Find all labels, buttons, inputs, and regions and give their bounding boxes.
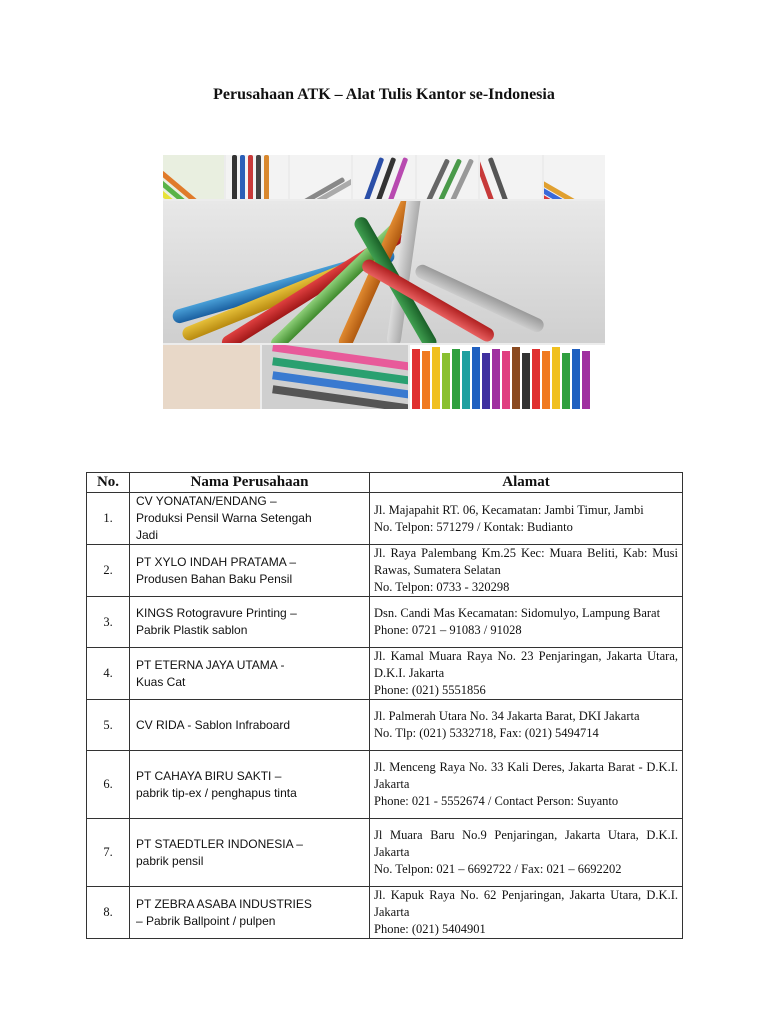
table-header-row bbox=[87, 473, 683, 493]
company-address: Jl. Palmerah Utara No. 34 Jakarta Barat, DKI Jakarta No. Tlp: (021) 5332718, Fax: (021) 5494714 bbox=[370, 700, 683, 751]
stationery-collage-image bbox=[163, 155, 605, 409]
row-number: 7. bbox=[87, 819, 130, 887]
table-row bbox=[87, 819, 683, 887]
header-address: Alamat bbox=[370, 473, 683, 493]
row-number: 4. bbox=[87, 648, 130, 700]
company-address: Jl. Menceng Raya No. 33 Kali Deres, Jakarta Barat - D.K.I. Jakarta Phone: 021 - 5552674 / Contact Person: Suyanto bbox=[370, 751, 683, 819]
table-row bbox=[87, 887, 683, 939]
company-table bbox=[86, 472, 683, 939]
row-number: 5. bbox=[87, 700, 130, 751]
table-row bbox=[87, 545, 683, 597]
company-name: CV RIDA - Sablon Infraboard bbox=[130, 700, 370, 751]
header-no: No. bbox=[87, 473, 130, 493]
row-number: 8. bbox=[87, 887, 130, 939]
row-number: 1. bbox=[87, 493, 130, 545]
table-row bbox=[87, 597, 683, 648]
collage-bottom-strip bbox=[163, 345, 605, 409]
company-name: PT ZEBRA ASABA INDUSTRIES – Pabrik Ballpoint / pulpen bbox=[130, 887, 370, 939]
company-address: Jl. Majapahit RT. 06, Kecamatan: Jambi Timur, Jambi No. Telpon: 571279 / Kontak: Budianto bbox=[370, 493, 683, 545]
table-row bbox=[87, 751, 683, 819]
company-address: Jl. Raya Palembang Km.25 Kec: Muara Beliti, Kab: Musi Rawas, Sumatera Selatan No. Telpon: 0733 - 320298 bbox=[370, 545, 683, 597]
row-number: 2. bbox=[87, 545, 130, 597]
company-name: PT XYLO INDAH PRATAMA – Produsen Bahan Baku Pensil bbox=[130, 545, 370, 597]
table-row bbox=[87, 700, 683, 751]
collage-top-strip bbox=[163, 155, 605, 199]
row-number: 3. bbox=[87, 597, 130, 648]
company-address: Jl. Kamal Muara Raya No. 23 Penjaringan, Jakarta Utara, D.K.I. Jakarta Phone: (021) 5551856 bbox=[370, 648, 683, 700]
company-name: CV YONATAN/ENDANG – Produksi Pensil Warna Setengah Jadi bbox=[130, 493, 370, 545]
table-row bbox=[87, 493, 683, 545]
company-name: KINGS Rotogravure Printing – Pabrik Plastik sablon bbox=[130, 597, 370, 648]
company-address: Jl Muara Baru No.9 Penjaringan, Jakarta Utara, D.K.I. Jakarta No. Telpon: 021 – 6692722 / Fax: 021 – 6692202 bbox=[370, 819, 683, 887]
company-address: Dsn. Candi Mas Kecamatan: Sidomulyo, Lampung Barat Phone: 0721 – 91083 / 91028 bbox=[370, 597, 683, 648]
row-number: 6. bbox=[87, 751, 130, 819]
company-name: PT STAEDTLER INDONESIA – pabrik pensil bbox=[130, 819, 370, 887]
table-row bbox=[87, 648, 683, 700]
company-address: Jl. Kapuk Raya No. 62 Penjaringan, Jakarta Utara, D.K.I. Jakarta Phone: (021) 5404901 bbox=[370, 887, 683, 939]
document-title: Perusahaan ATK – Alat Tulis Kantor se-Indonesia bbox=[213, 86, 555, 103]
header-company-name: Nama Perusahaan bbox=[130, 473, 370, 493]
company-name: PT ETERNA JAYA UTAMA - Kuas Cat bbox=[130, 648, 370, 700]
company-name: PT CAHAYA BIRU SAKTI – pabrik tip-ex / penghapus tinta bbox=[130, 751, 370, 819]
collage-pens-photo bbox=[163, 201, 605, 343]
